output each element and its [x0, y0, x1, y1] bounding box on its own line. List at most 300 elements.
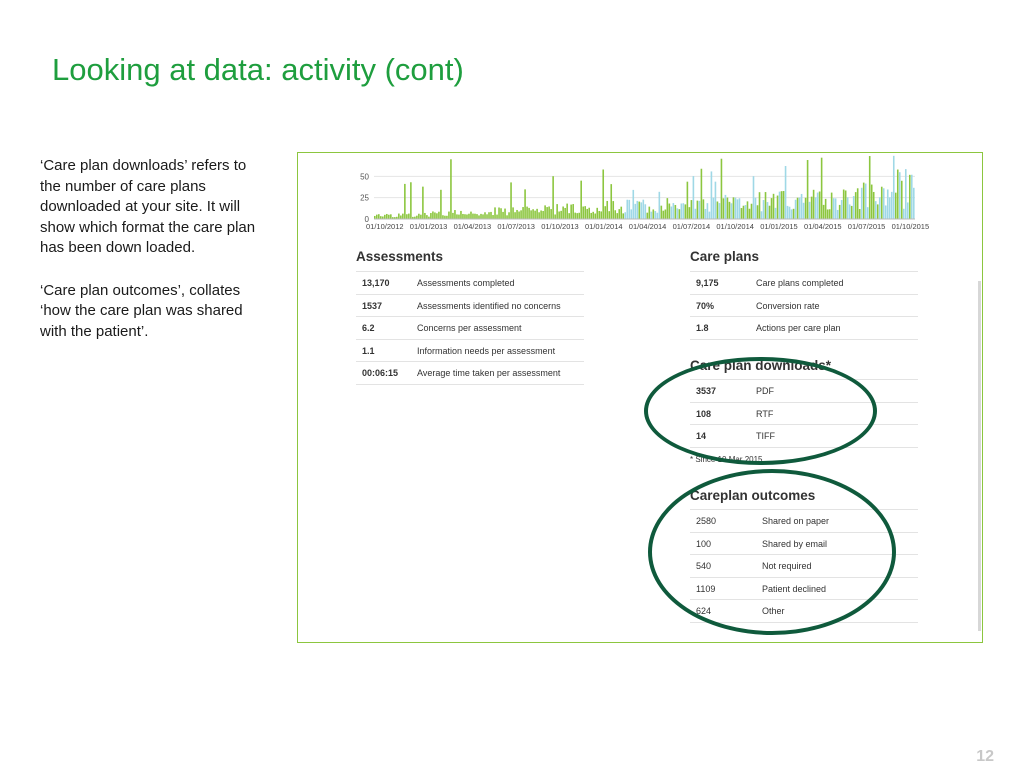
- stat-value: 13,170: [362, 278, 390, 288]
- chart-bar: [418, 214, 420, 219]
- chart-bar: [440, 190, 442, 219]
- chart-bar: [707, 203, 709, 219]
- chart-bar: [398, 214, 400, 219]
- chart-bar: [524, 189, 526, 219]
- chart-bar: [663, 211, 665, 219]
- chart-bar: [831, 193, 833, 219]
- chart-bar: [805, 198, 807, 219]
- assessments-table: [356, 271, 584, 385]
- chart-bar: [671, 206, 673, 219]
- stat-value: 9,175: [696, 278, 719, 288]
- chart-bar: [582, 207, 584, 219]
- x-tick-label: 01/10/2012: [366, 222, 404, 231]
- chart-bar: [775, 208, 777, 219]
- stat-label: Assessments completed: [417, 278, 515, 288]
- chart-bar: [430, 213, 432, 219]
- chart-bar: [514, 212, 516, 219]
- chart-bar: [767, 202, 769, 219]
- y-tick-label: 50: [360, 172, 369, 182]
- chart-bar: [703, 199, 705, 219]
- chart-bar: [400, 215, 402, 219]
- x-tick-label: 01/01/2014: [585, 222, 623, 231]
- chart-bar: [737, 199, 739, 219]
- table-row: [690, 317, 918, 340]
- chart-bar: [723, 198, 725, 219]
- page-number: 12: [976, 748, 994, 765]
- chart-bar: [538, 212, 540, 219]
- chart-bar: [502, 212, 504, 219]
- chart-bar: [406, 214, 408, 219]
- chart-bar: [564, 208, 566, 219]
- chart-bar: [408, 214, 410, 219]
- chart-bar: [689, 207, 691, 219]
- table-row: [690, 600, 918, 623]
- table-row: [356, 340, 584, 363]
- chart-bar: [432, 211, 434, 219]
- table-row: [356, 317, 584, 340]
- chart-bar: [731, 203, 733, 219]
- chart-bar: [388, 215, 390, 219]
- assessments-title: Assessments: [356, 249, 444, 264]
- chart-bar: [693, 176, 695, 219]
- chart-bar: [881, 187, 883, 219]
- chart-bar: [713, 198, 715, 219]
- chart-bar: [638, 202, 640, 219]
- x-tick-label: 01/07/2014: [672, 222, 711, 231]
- care-plan-downloads-table: [690, 379, 918, 448]
- chart-bar: [903, 209, 905, 219]
- table-row: [356, 295, 584, 318]
- chart-bar: [643, 200, 645, 219]
- chart-bar: [386, 214, 388, 219]
- chart-bar: [586, 209, 588, 219]
- chart-bar: [793, 209, 795, 219]
- table-row: [690, 509, 918, 533]
- chart-bar: [897, 170, 899, 219]
- chart-bar: [480, 214, 482, 219]
- chart-bar: [883, 188, 885, 219]
- x-tick-label: 01/10/2014: [716, 222, 754, 231]
- chart-bar: [536, 209, 538, 219]
- table-row: [690, 533, 918, 556]
- chart-bar: [598, 211, 600, 219]
- chart-bar: [572, 204, 574, 219]
- chart-bar: [845, 190, 847, 219]
- chart-bar: [626, 200, 628, 219]
- chart-bar: [859, 209, 861, 219]
- chart-bar: [647, 213, 649, 219]
- chart-bar: [622, 213, 624, 219]
- chart-bar: [402, 214, 404, 219]
- chart-bar: [410, 182, 412, 219]
- chart-bar: [823, 205, 825, 219]
- stat-label: Conversion rate: [756, 300, 820, 311]
- chart-bar: [857, 188, 859, 219]
- chart-bar: [506, 215, 508, 219]
- stat-value: 108: [696, 408, 712, 419]
- chart-bar: [546, 207, 548, 219]
- care-plans-title: Care plans: [690, 249, 760, 264]
- table-row: [356, 271, 584, 295]
- chart-bar: [727, 198, 729, 219]
- chart-bar: [520, 210, 522, 219]
- chart-bar: [504, 209, 506, 219]
- chart-bar: [745, 205, 747, 219]
- chart-bar: [466, 215, 468, 220]
- chart-bar: [526, 207, 528, 219]
- y-tick-label: 0: [364, 215, 369, 224]
- stat-value: 6.2: [362, 323, 375, 334]
- chart-bar: [909, 175, 911, 219]
- table-row: [690, 425, 918, 448]
- chart-bar: [434, 212, 436, 219]
- chart-bar: [542, 211, 544, 219]
- chart-bar: [653, 209, 655, 219]
- chart-bar: [855, 192, 857, 219]
- chart-bar: [628, 200, 630, 219]
- stat-label: Not required: [762, 561, 812, 572]
- chart-bar: [761, 211, 763, 219]
- chart-bar: [891, 192, 893, 219]
- chart-bar: [620, 207, 622, 219]
- chart-bar: [376, 215, 378, 219]
- chart-bar: [785, 166, 787, 219]
- chart-bar: [759, 192, 761, 219]
- x-tick-label: 01/01/2013: [409, 222, 448, 231]
- chart-bar: [566, 204, 568, 219]
- chart-bar: [588, 208, 590, 219]
- chart-bar: [815, 197, 817, 219]
- chart-bar: [757, 205, 759, 219]
- chart-bar: [426, 215, 428, 219]
- chart-bar: [797, 198, 799, 219]
- care-plan-downloads-title: Care plan downloads*: [690, 358, 832, 373]
- stat-label: PDF: [756, 386, 774, 396]
- chart-bar: [749, 209, 751, 219]
- chart-bar: [905, 169, 907, 219]
- stat-value: 1537: [362, 300, 383, 311]
- stat-label: TIFF: [756, 431, 775, 442]
- chart-bar: [530, 210, 532, 219]
- stat-value: 1.8: [696, 323, 709, 334]
- chart-bar: [468, 214, 470, 219]
- chart-bar: [735, 198, 737, 219]
- chart-bar: [510, 182, 512, 219]
- chart-bar: [558, 211, 560, 219]
- stat-value: 100: [696, 538, 712, 549]
- chart-bar: [809, 202, 811, 219]
- stat-label: Assessments identified no concerns: [417, 300, 561, 311]
- chart-bar: [853, 196, 855, 219]
- chart-bar: [618, 209, 620, 219]
- chart-bar: [673, 203, 675, 219]
- stat-label: Shared on paper: [762, 516, 830, 526]
- chart-bar: [562, 207, 564, 220]
- chart-bar: [699, 201, 701, 219]
- chart-bar: [550, 209, 552, 219]
- x-tick-label: 01/01/2015: [760, 222, 798, 231]
- chart-bar: [568, 213, 570, 219]
- careplan-outcomes-title: Careplan outcomes: [690, 488, 816, 503]
- x-tick-label: 01/07/2015: [847, 222, 886, 231]
- chart-bar: [763, 200, 765, 219]
- chart-bar: [911, 175, 913, 219]
- chart-bar: [901, 181, 903, 219]
- chart-bar: [725, 195, 727, 219]
- chart-bar: [839, 205, 841, 219]
- chart-bar: [691, 200, 693, 219]
- chart-bar: [612, 201, 614, 219]
- chart-bar: [771, 198, 773, 219]
- chart-bar: [889, 197, 891, 219]
- chart-bar: [600, 211, 602, 219]
- chart-bar: [765, 192, 767, 219]
- scrollbar[interactable]: [978, 281, 981, 631]
- chart-bar: [697, 201, 699, 219]
- chart-bar: [705, 209, 707, 219]
- chart-bar: [873, 192, 875, 219]
- chart-bar: [803, 203, 805, 219]
- chart-bar: [494, 207, 496, 219]
- chart-bar: [474, 214, 476, 219]
- chart-bar: [721, 159, 723, 219]
- chart-bar: [899, 172, 901, 219]
- chart-bar: [488, 212, 490, 219]
- chart-bar: [390, 214, 392, 219]
- chart-bar: [811, 197, 813, 219]
- stat-value: 14: [696, 431, 707, 442]
- chart-bar: [476, 214, 478, 219]
- chart-bar: [518, 212, 520, 219]
- chart-bar: [528, 208, 530, 219]
- chart-bar: [841, 200, 843, 219]
- chart-bar: [534, 211, 536, 219]
- chart-bar: [606, 201, 608, 219]
- chart-bar: [787, 206, 789, 219]
- x-tick-label: 01/04/2014: [628, 222, 667, 231]
- chart-bar: [715, 182, 717, 219]
- chart-bar: [773, 194, 775, 219]
- chart-bar: [464, 214, 466, 219]
- chart-bar: [777, 196, 779, 219]
- chart-bar: [739, 198, 741, 219]
- chart-bar: [885, 205, 887, 219]
- chart-bar: [608, 211, 610, 219]
- chart-bar: [751, 204, 753, 219]
- chart-bar: [869, 156, 871, 219]
- chart-bar: [516, 210, 518, 219]
- chart-bar: [616, 213, 618, 219]
- chart-bar: [687, 182, 689, 219]
- care-plans-table: [690, 271, 918, 340]
- stat-value: 1109: [696, 583, 716, 594]
- chart-bar: [701, 169, 703, 219]
- chart-bar: [681, 204, 683, 220]
- chart-bar: [769, 206, 771, 219]
- dashboard-screenshot: [297, 152, 983, 643]
- chart-bar: [743, 206, 745, 219]
- chart-bar: [424, 213, 426, 219]
- chart-bar: [843, 190, 845, 219]
- chart-bar: [634, 204, 636, 219]
- chart-bar: [667, 198, 669, 219]
- chart-bar: [825, 199, 827, 219]
- chart-bar: [450, 159, 452, 219]
- chart-bar: [614, 210, 616, 219]
- chart-bar: [719, 203, 721, 219]
- chart-bar: [879, 197, 881, 219]
- stat-value: 540: [696, 561, 712, 572]
- chart-bar: [632, 190, 634, 219]
- chart-bar: [508, 212, 510, 219]
- chart-bar: [669, 204, 671, 219]
- stat-label: Other: [762, 606, 785, 617]
- chart-bar: [851, 206, 853, 219]
- chart-bar: [877, 204, 879, 219]
- chart-bar: [602, 170, 604, 219]
- stat-label: Shared by email: [762, 538, 828, 549]
- table-row: [690, 555, 918, 578]
- chart-bar: [729, 202, 731, 219]
- chart-bar: [624, 212, 626, 219]
- chart-bar: [913, 188, 915, 219]
- chart-bar: [452, 213, 454, 219]
- chart-bar: [498, 208, 500, 220]
- description-paragraph-downloads: ‘Care plan downloads’ refers to the number of care plans downloaded at your site. It will show which format the care plan has been down loaded.: [40, 157, 256, 256]
- chart-bar: [657, 213, 659, 219]
- chart-bar: [875, 201, 877, 219]
- chart-bar: [753, 176, 755, 219]
- chart-bar: [570, 205, 572, 219]
- chart-bar: [683, 203, 685, 219]
- chart-bar: [685, 204, 687, 219]
- chart-bar: [486, 214, 488, 219]
- table-row: [690, 578, 918, 601]
- chart-bar: [420, 215, 422, 219]
- table-row: [356, 362, 584, 385]
- chart-bar: [596, 208, 598, 219]
- chart-bar: [871, 185, 873, 219]
- chart-bar: [436, 213, 438, 219]
- chart-bar: [819, 192, 821, 219]
- chart-bar: [661, 206, 663, 219]
- x-tick-label: 01/10/2013: [541, 222, 579, 231]
- chart-bar: [496, 215, 498, 219]
- chart-bar: [636, 201, 638, 219]
- chart-bar: [590, 213, 592, 219]
- chart-bar: [472, 214, 474, 219]
- stat-label: Concerns per assessment: [417, 323, 522, 334]
- x-tick-label: 01/10/2015: [891, 222, 930, 231]
- chart-bar: [679, 209, 681, 219]
- chart-bar: [604, 206, 606, 219]
- slide-title: Looking at data: activity (cont): [52, 52, 464, 87]
- chart-bar: [709, 212, 711, 219]
- chart-bar: [544, 205, 546, 219]
- chart-bar: [556, 204, 558, 219]
- chart-bar: [711, 171, 713, 219]
- chart-bar: [659, 192, 661, 219]
- chart-bar: [783, 191, 785, 219]
- chart-bar: [460, 211, 462, 219]
- chart-bar: [789, 207, 791, 219]
- chart-bar: [458, 215, 460, 219]
- stat-label: Actions per care plan: [756, 323, 841, 334]
- chart-bar: [540, 210, 542, 219]
- chart-bar: [484, 212, 486, 219]
- chart-bar: [576, 213, 578, 219]
- chart-bar: [867, 207, 869, 219]
- chart-bar: [895, 193, 897, 219]
- chart-bar: [438, 212, 440, 219]
- table-row: [690, 403, 918, 426]
- chart-bar: [801, 194, 803, 219]
- chart-bar: [837, 210, 839, 219]
- chart-bar: [695, 209, 697, 219]
- x-tick-label: 01/07/2013: [497, 222, 535, 231]
- chart-bar: [610, 184, 612, 219]
- chart-bar: [512, 207, 514, 219]
- chart-bar: [799, 198, 801, 220]
- chart-bar: [755, 198, 757, 219]
- x-tick-label: 01/04/2013: [453, 222, 492, 231]
- chart-bar: [665, 210, 667, 220]
- chart-bar: [490, 212, 492, 219]
- chart-bar: [470, 212, 472, 219]
- chart-bar: [492, 215, 494, 219]
- stat-value: 00:06:15: [362, 368, 399, 379]
- chart-bar: [560, 211, 562, 219]
- chart-bar: [384, 215, 386, 219]
- chart-bar: [422, 187, 424, 219]
- chart-bar: [827, 209, 829, 219]
- chart-bar: [456, 214, 458, 219]
- chart-bar: [675, 205, 677, 219]
- chart-bar: [522, 207, 524, 219]
- chart-bar: [552, 176, 554, 219]
- table-row: [690, 295, 918, 318]
- chart-bar: [574, 213, 576, 219]
- stat-label: Information needs per assessment: [417, 345, 556, 356]
- chart-bar: [795, 200, 797, 219]
- chart-bar: [817, 193, 819, 219]
- chart-bar: [404, 184, 406, 219]
- chart-bar: [478, 215, 480, 219]
- activity-chart: [298, 153, 983, 233]
- chart-bar: [454, 210, 456, 219]
- chart-bar: [861, 188, 863, 219]
- chart-bar: [442, 215, 444, 219]
- chart-bar: [677, 208, 679, 219]
- stat-value: 1.1: [362, 345, 375, 356]
- chart-bar: [829, 209, 831, 219]
- chart-bar: [482, 214, 484, 219]
- y-tick-label: 25: [360, 193, 369, 203]
- stat-label: RTF: [756, 408, 774, 419]
- stat-value: 2580: [696, 516, 717, 526]
- chart-bar: [821, 158, 823, 219]
- chart-bar: [645, 204, 647, 219]
- chart-bar: [554, 214, 556, 219]
- chart-bar: [630, 209, 632, 219]
- chart-bar: [781, 191, 783, 219]
- chart-bar: [462, 214, 464, 219]
- chart-bar: [741, 208, 743, 219]
- stat-value: 624: [696, 606, 712, 617]
- chart-bar: [907, 202, 909, 219]
- chart-bar: [655, 211, 657, 219]
- chart-bar: [548, 206, 550, 219]
